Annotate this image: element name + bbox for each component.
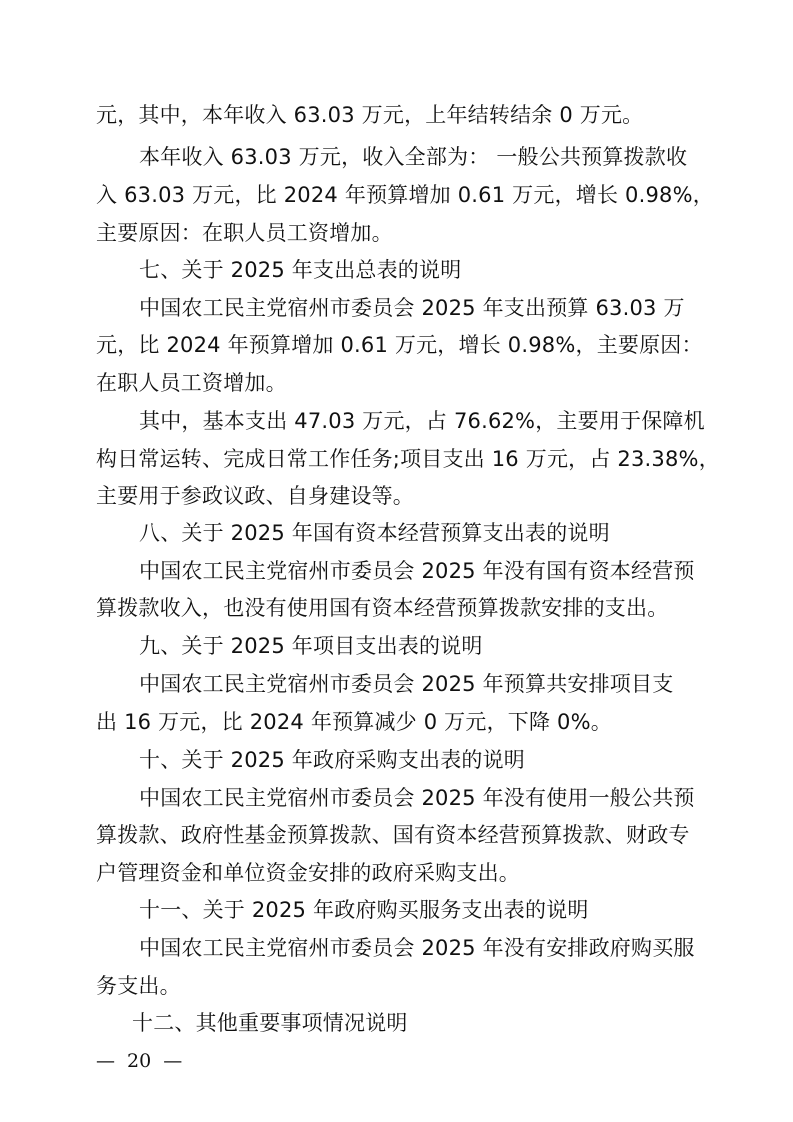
body-text-line: 入 63.03 万元，比 2024 年预算增加 0.61 万元，增长 0.98%， <box>96 183 714 207</box>
body-text-line: 算拨款收入，也没有使用国有资本经营预算拨款安排的支出。 <box>96 596 669 620</box>
body-text-line: 算拨款、政府性基金预算拨款、国有资本经营预算拨款、财政专 <box>96 823 690 847</box>
page-number: — 20 — <box>96 1050 183 1072</box>
body-text-line: 中国农工民主党宿州市委员会 2025 年没有使用一般公共预 <box>139 786 695 810</box>
section-heading: 七、关于 2025 年支出总表的说明 <box>139 258 462 282</box>
body-text-line: 出 16 万元，比 2024 年预算减少 0 万元，下降 0%。 <box>96 710 612 734</box>
section-heading: 八、关于 2025 年国有资本经营预算支出表的说明 <box>139 521 610 545</box>
body-text-line: 务支出。 <box>96 974 181 998</box>
body-text-line: 在职人员工资增加。 <box>96 371 287 395</box>
body-text-line: 构日常运转、完成日常工作任务;项目支出 16 万元，占 23.38%， <box>96 447 720 471</box>
body-text-line: 本年收入 63.03 万元，收入全部为： 一般公共预算拨款收 <box>139 145 688 169</box>
section-heading: 十、关于 2025 年政府采购支出表的说明 <box>139 748 525 772</box>
body-text-line: 其中，基本支出 47.03 万元，占 76.62%，主要用于保障机 <box>139 409 705 433</box>
body-text-line: 中国农工民主党宿州市委员会 2025 年没有国有资本经营预 <box>139 559 695 583</box>
body-text-line: 中国农工民主党宿州市委员会 2025 年预算共安排项目支 <box>139 672 674 696</box>
body-text-line: 户管理资金和单位资金安排的政府采购支出。 <box>96 861 520 885</box>
body-text-line: 元，比 2024 年预算增加 0.61 万元，增长 0.98%，主要原因： <box>96 333 703 357</box>
body-text-line: 元，其中，本年收入 63.03 万元，上年结转结余 0 万元。 <box>96 103 644 127</box>
section-heading: 十一、关于 2025 年政府购买服务支出表的说明 <box>139 898 589 922</box>
section-heading: 十二、其他重要事项情况说明 <box>132 1011 408 1035</box>
body-text-line: 中国农工民主党宿州市委员会 2025 年支出预算 63.03 万 <box>139 296 685 320</box>
body-text-line: 主要原因：在职人员工资增加。 <box>96 221 393 245</box>
body-text-line: 中国农工民主党宿州市委员会 2025 年没有安排政府购买服 <box>139 936 695 960</box>
body-text-line: 主要用于参政议政、自身建设等。 <box>96 484 414 508</box>
section-heading: 九、关于 2025 年项目支出表的说明 <box>139 634 483 658</box>
